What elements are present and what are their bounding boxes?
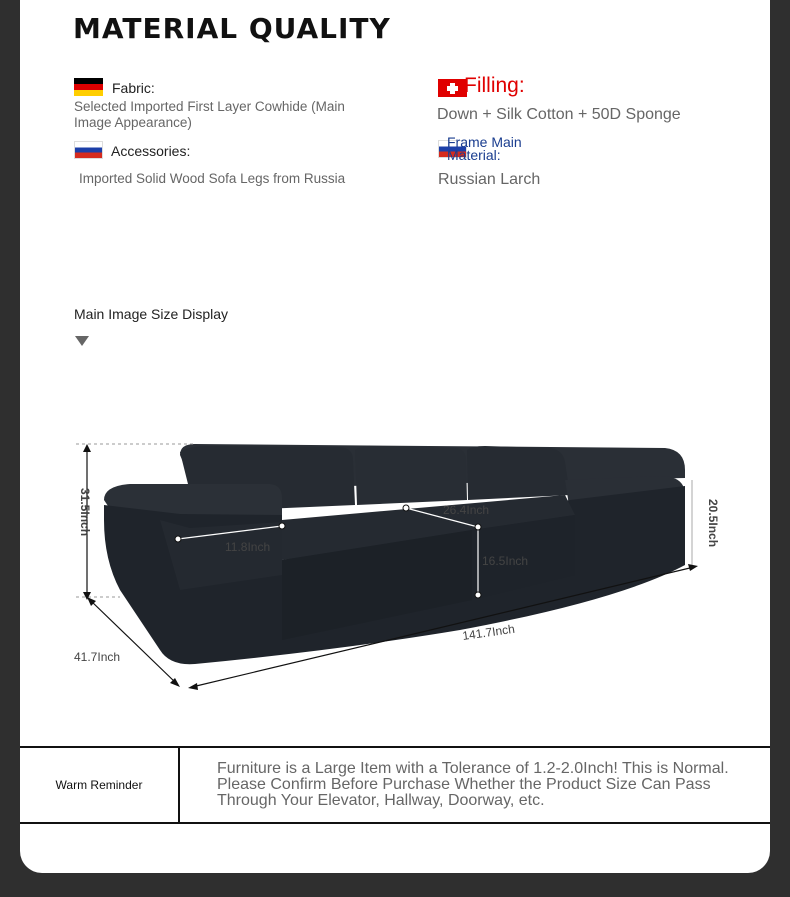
product-detail-card — [20, 0, 770, 873]
dimension-seat-height: 16.5Inch — [482, 554, 529, 568]
frame-label: Frame Main Material: — [447, 134, 522, 163]
fabric-label: Fabric: — [112, 80, 155, 96]
warm-reminder-table — [20, 746, 770, 824]
dimension-arm-height: 20.5Inch — [706, 499, 720, 548]
sofa-image — [104, 444, 685, 664]
warm-reminder-label: Warm Reminder — [20, 748, 180, 822]
dimension-length: 141.7Inch — [461, 621, 516, 643]
dimension-depth: 41.7Inch — [74, 650, 121, 664]
page-title: MATERIAL QUALITY — [73, 12, 391, 45]
accessories-label: Accessories: — [111, 143, 191, 159]
dimension-seat-depth: 26.4Inch — [443, 503, 490, 517]
filling-label: Filling: — [464, 74, 525, 97]
fabric-value: Selected Imported First Layer Cowhide (Main Image Appearance) — [74, 99, 345, 130]
accessories-value: Imported Solid Wood Sofa Legs from Russia — [79, 171, 346, 186]
sofa-dimension-diagram — [20, 0, 770, 740]
size-display-title: Main Image Size Display — [74, 306, 229, 322]
frame-value: Russian Larch — [438, 171, 541, 188]
warm-reminder-text: Furniture is a Large Item with a Tolerance of 1.2-2.0Inch! This is Normal. Please Confirm Before Purchase Whether the Product Size Can Pass Through Your Elevator, Hallway, Doorway, etc. — [217, 760, 729, 809]
filling-value: Down + Silk Cotton + 50D Sponge — [437, 106, 681, 123]
dimension-height: 31.5Inch — [78, 488, 92, 537]
dimension-arm-width: 11.8Inch — [225, 540, 271, 554]
